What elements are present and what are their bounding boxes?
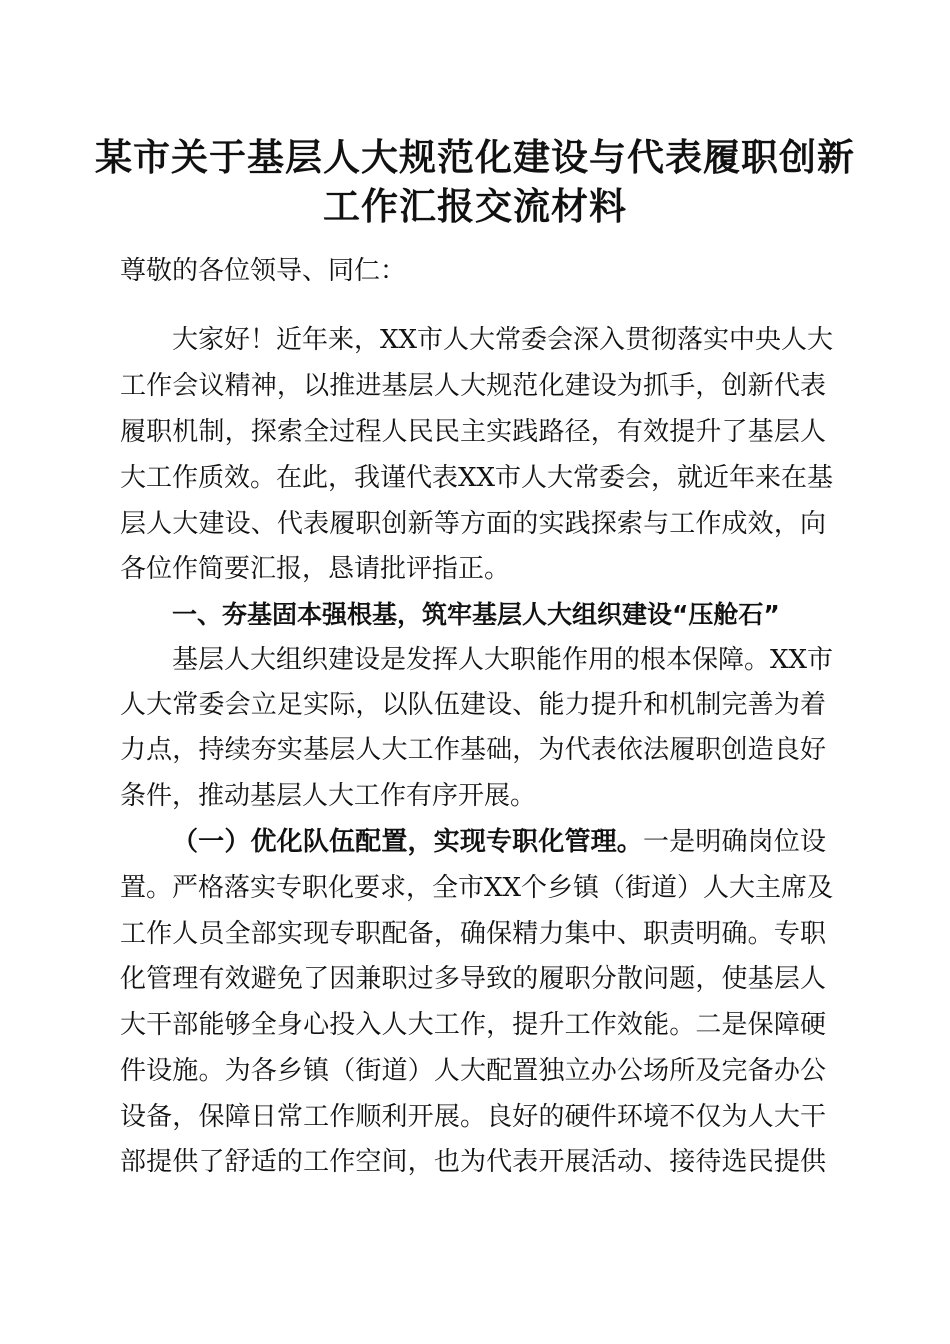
section-1-line: 人大常委会立足实际，以队伍建设、能力提升和机制完善为着: [120, 690, 826, 720]
subsection-1-lead-rest: 一是明确岗位设: [642, 827, 826, 857]
intro-line: 大家好！近年来，XX市人大常委会深入贯彻落实中央人大: [172, 325, 834, 355]
subsection-1-lead: （一）优化队伍配置，实现专职化管理。: [172, 827, 643, 857]
subsection-1-line: 大干部能够全身心投入人大工作，提升工作效能。二是保障硬: [120, 1010, 826, 1040]
intro-line: 履职机制，探索全过程人民民主实践路径，有效提升了基层人: [120, 417, 826, 447]
section-1-line: 力点，持续夯实基层人大工作基础，为代表依法履职创造良好: [120, 735, 826, 765]
intro-line: 大工作质效。在此，我谨代表XX市人大常委会，就近年来在基: [120, 463, 834, 493]
section-1-line: 条件，推动基层人大工作有序开展。: [120, 781, 537, 811]
subsection-1-line: 件设施。为各乡镇（街道）人大配置独立办公场所及完备办公: [120, 1056, 826, 1086]
salutation: 尊敬的各位领导、同仁：: [120, 256, 407, 286]
intro-line: 层人大建设、代表履职创新等方面的实践探索与工作成效，向: [120, 509, 826, 539]
subsection-1-first-line: [172, 820, 826, 864]
intro-line: 工作会议精神，以推进基层人大规范化建设为抓手，创新代表: [120, 371, 826, 401]
subsection-1-line: 置。严格落实专职化要求，全市XX个乡镇（街道）人大主席及: [120, 873, 834, 903]
subsection-1-line: 部提供了舒适的工作空间，也为代表开展活动、接待选民提供: [120, 1147, 826, 1177]
section-1-heading: 一、夯基固本强根基，筑牢基层人大组织建设“压舱石”: [172, 600, 780, 629]
document-title-line-2: 工作汇报交流材料: [323, 184, 627, 228]
subsection-1-line: 化管理有效避免了因兼职过多导致的履职分散问题，使基层人: [120, 964, 826, 994]
subsection-1-line: 工作人员全部实现专职配备，确保精力集中、职责明确。专职: [120, 919, 826, 949]
section-1-line: 基层人大组织建设是发挥人大职能作用的根本保障。XX市: [172, 645, 834, 675]
document-title-line-1: 某市关于基层人大规范化建设与代表履职创新: [95, 135, 855, 179]
subsection-1-line: 设备，保障日常工作顺利开展。良好的硬件环境不仅为人大干: [120, 1102, 826, 1132]
intro-line: 各位作简要汇报，恳请批评指正。: [120, 554, 511, 584]
